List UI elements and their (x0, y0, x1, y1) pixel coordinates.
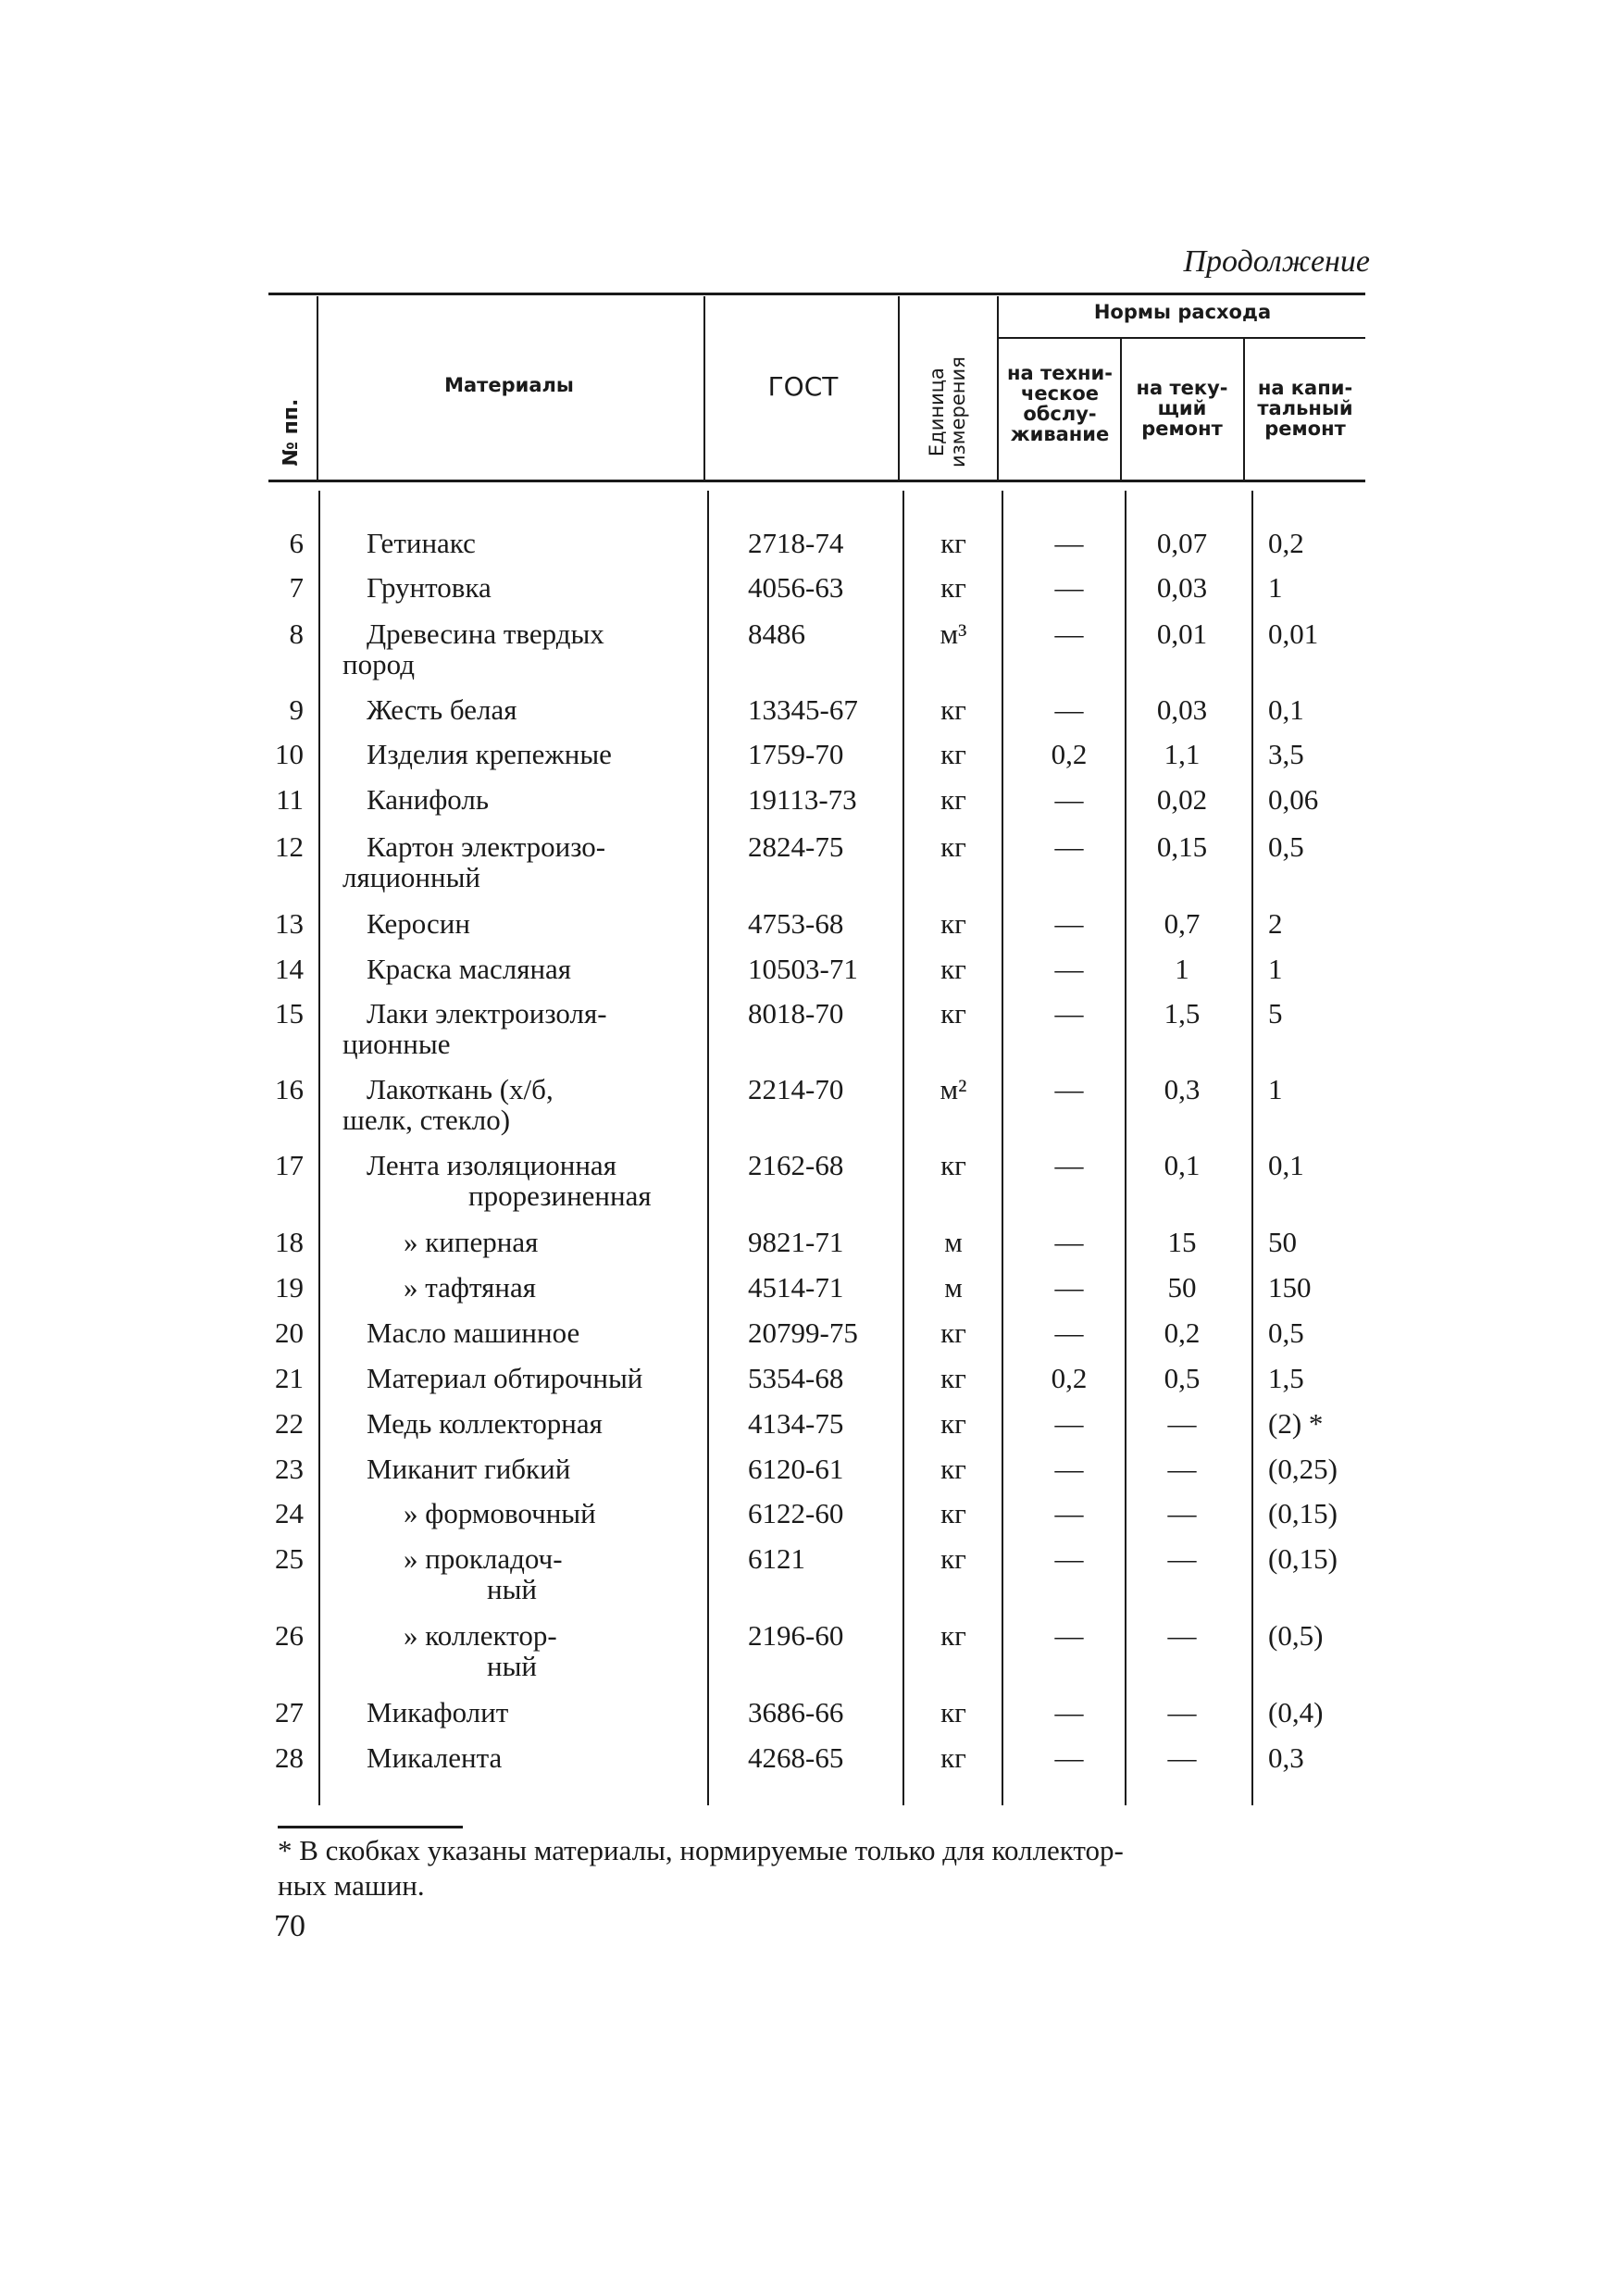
unit-of-measure: кг (940, 783, 966, 816)
current-repair-header: на теку- щий ремонт (1136, 377, 1228, 441)
row-number: 16 (275, 1073, 304, 1105)
norm-capital-repair: 150 (1268, 1271, 1312, 1304)
row-number: 25 (275, 1542, 304, 1575)
material-line: Керосин (367, 907, 470, 940)
norm-capital-repair: 0,06 (1268, 783, 1319, 816)
norm-current-repair: 0,07 (1156, 527, 1208, 559)
unit-of-measure: м (944, 1226, 963, 1258)
norm-capital-repair: (0,25) (1268, 1453, 1338, 1485)
material-line: » коллектор- (404, 1619, 557, 1652)
norm-current-repair: 0,2 (1164, 1316, 1201, 1349)
gost-code: 4268-65 (748, 1741, 844, 1774)
gost-code: 4514-71 (748, 1271, 844, 1304)
gost-code: 6122-60 (748, 1497, 844, 1529)
gost-code: 1759-70 (748, 738, 844, 770)
material-name (342, 997, 709, 1060)
norm-maintenance: — (1054, 997, 1084, 1029)
row-number: 12 (275, 830, 304, 863)
norm-current-repair: 1 (1175, 953, 1189, 985)
norm-maintenance: — (1054, 1453, 1084, 1485)
unit-of-measure: кг (940, 738, 966, 770)
row-number: 21 (275, 1362, 304, 1394)
row-number: 14 (275, 953, 304, 985)
row-number: 13 (275, 907, 304, 940)
header-col-sep-4 (997, 296, 999, 480)
norm-current-repair: 0,1 (1164, 1149, 1201, 1181)
material-name (367, 908, 709, 939)
material-continuation-line: шелк, стекло) (342, 1104, 511, 1136)
norm-current-repair: 0,01 (1156, 618, 1208, 650)
material-line: Лента изоляционная (367, 1149, 616, 1181)
unit-of-measure: кг (940, 1453, 966, 1485)
row-number: 11 (276, 783, 304, 816)
norm-maintenance: 0,2 (1051, 1362, 1088, 1394)
norm-current-repair: 0,02 (1156, 783, 1208, 816)
norm-maintenance: — (1054, 1741, 1084, 1774)
material-continuation-line: прорезиненная (468, 1179, 652, 1212)
norm-current-repair: — (1167, 1542, 1197, 1575)
row-number: 23 (275, 1453, 304, 1485)
gost-code: 2196-60 (748, 1619, 844, 1652)
material-name (342, 830, 709, 893)
norm-capital-repair: 0,1 (1268, 693, 1304, 726)
material-name (367, 954, 709, 984)
gost-code: 2214-70 (748, 1073, 844, 1105)
row-number: 28 (275, 1741, 304, 1774)
material-line: Древесина твердых (367, 618, 604, 650)
material-line: Микалента (367, 1741, 503, 1774)
norm-maintenance: — (1054, 1696, 1084, 1728)
norm-current-repair: 0,5 (1164, 1362, 1201, 1394)
material-name (342, 1073, 709, 1136)
row-number: 15 (275, 997, 304, 1029)
row-number: 7 (289, 571, 304, 604)
body-col-sep-2 (707, 491, 709, 1805)
unit-of-measure: м (944, 1271, 963, 1304)
norm-current-repair: — (1167, 1497, 1197, 1529)
material-line: Жесть белая (367, 693, 517, 726)
material-name (367, 1363, 709, 1393)
norm-capital-repair: (2) * (1268, 1407, 1324, 1440)
page-number: 70 (274, 1909, 305, 1943)
row-number: 19 (275, 1271, 304, 1304)
norm-maintenance: — (1054, 783, 1084, 816)
material-line: Изделия крепежные (367, 738, 612, 770)
gost-code: 4753-68 (748, 907, 844, 940)
norm-current-repair: 50 (1167, 1271, 1197, 1304)
row-number: 20 (275, 1316, 304, 1349)
unit-of-measure: м³ (940, 618, 967, 650)
norm-maintenance: — (1054, 1073, 1084, 1105)
gost-code: 2824-75 (748, 830, 844, 863)
norm-current-repair: 15 (1167, 1226, 1197, 1258)
norm-maintenance: — (1054, 1226, 1084, 1258)
norm-maintenance: 0,2 (1051, 738, 1088, 770)
norm-current-repair: — (1167, 1696, 1197, 1728)
materials-header: Материалы (444, 374, 574, 396)
material-name (367, 528, 709, 558)
unit-of-measure: кг (940, 1362, 966, 1394)
row-number: 9 (289, 693, 304, 726)
norm-maintenance: — (1054, 618, 1084, 650)
material-line: Медь коллекторная (367, 1407, 603, 1440)
row-number: 27 (275, 1696, 304, 1728)
row-number: 8 (289, 618, 304, 650)
unit-of-measure: кг (940, 997, 966, 1029)
table-top-rule (268, 293, 1365, 295)
num-header: № пп. (279, 398, 303, 467)
norm-current-repair: 1,1 (1164, 738, 1201, 770)
norm-capital-repair: 1 (1268, 1073, 1283, 1105)
unit-of-measure: кг (940, 1149, 966, 1181)
unit-of-measure: кг (940, 527, 966, 559)
norm-capital-repair: (0,5) (1268, 1619, 1324, 1652)
material-name (367, 1272, 709, 1303)
unit-of-measure: кг (940, 830, 966, 863)
norm-capital-repair: (0,15) (1268, 1497, 1338, 1529)
norm-capital-repair: 1,5 (1268, 1362, 1304, 1394)
material-name (367, 694, 709, 725)
material-line: Масло машинное (367, 1316, 580, 1349)
gost-code: 2718-74 (748, 527, 844, 559)
norm-capital-repair: 50 (1268, 1226, 1297, 1258)
unit-of-measure: м² (940, 1073, 967, 1105)
norm-capital-repair: 0,01 (1268, 618, 1319, 650)
norm-maintenance: — (1054, 907, 1084, 940)
gost-code: 8018-70 (748, 997, 844, 1029)
norm-capital-repair: 0,1 (1268, 1149, 1304, 1181)
material-name (367, 1697, 709, 1728)
unit-of-measure: кг (940, 1407, 966, 1440)
gost-code: 20799-75 (748, 1316, 858, 1349)
gost-code: 10503-71 (748, 953, 858, 985)
norms-group-header: Нормы расхода (1093, 301, 1272, 323)
material-name (367, 1454, 709, 1484)
material-name (367, 572, 709, 603)
header-col-sep-1 (317, 296, 318, 480)
unit-of-measure: кг (940, 1619, 966, 1652)
gost-code: 19113-73 (748, 783, 857, 816)
norm-maintenance: — (1054, 1316, 1084, 1349)
material-line: » тафтяная (404, 1271, 537, 1304)
gost-code: 13345-67 (748, 693, 858, 726)
norm-maintenance: — (1054, 1542, 1084, 1575)
material-line: Лаки электроизоля- (367, 997, 607, 1029)
row-number: 24 (275, 1497, 304, 1529)
material-line: Грунтовка (367, 571, 492, 604)
norm-capital-repair: 3,5 (1268, 738, 1304, 770)
material-line: Материал обтирочный (367, 1362, 643, 1394)
capital-repair-header: на капи- тальный ремонт (1257, 377, 1353, 441)
norm-maintenance: — (1054, 527, 1084, 559)
norm-maintenance: — (1054, 1619, 1084, 1652)
material-line: Краска масляная (367, 953, 572, 985)
row-number: 22 (275, 1407, 304, 1440)
norm-capital-repair: (0,4) (1268, 1696, 1324, 1728)
row-number: 26 (275, 1619, 304, 1652)
gost-code: 2162-68 (748, 1149, 844, 1181)
header-bottom-rule (268, 480, 1365, 482)
unit-header: Единица измерения (925, 356, 969, 468)
material-continuation-line: ный (487, 1573, 538, 1605)
norm-current-repair: — (1167, 1741, 1197, 1774)
gost-code: 6121 (748, 1542, 805, 1575)
norm-current-repair: — (1167, 1453, 1197, 1485)
norm-maintenance: — (1054, 1271, 1084, 1304)
material-name (367, 1543, 709, 1604)
material-line: » прокладоч- (404, 1542, 563, 1575)
norm-capital-repair: 0,3 (1268, 1741, 1304, 1774)
row-number: 18 (275, 1226, 304, 1258)
body-col-sep-6 (1251, 491, 1253, 1805)
body-col-sep-5 (1125, 491, 1126, 1805)
material-line: Гетинакс (367, 527, 476, 559)
row-number: 10 (275, 738, 304, 770)
gost-code: 5354-68 (748, 1362, 844, 1394)
material-line: Миканит гибкий (367, 1453, 571, 1485)
unit-of-measure: кг (940, 1542, 966, 1575)
unit-of-measure: кг (940, 1497, 966, 1529)
row-number: 17 (275, 1149, 304, 1181)
norm-capital-repair: 0,2 (1268, 527, 1304, 559)
unit-of-measure: кг (940, 1696, 966, 1728)
material-name (367, 1620, 709, 1681)
norm-current-repair: 0,7 (1164, 907, 1201, 940)
norm-current-repair: — (1167, 1619, 1197, 1652)
material-line: Лакоткань (х/б, (367, 1073, 554, 1105)
norm-capital-repair: 0,5 (1268, 830, 1304, 863)
unit-of-measure: кг (940, 571, 966, 604)
material-line: Канифоль (367, 783, 489, 816)
material-name (342, 618, 709, 680)
material-name (367, 1227, 709, 1257)
material-continuation-line: пород (342, 648, 415, 680)
footnote-rule (278, 1826, 463, 1828)
norm-current-repair: 0,15 (1156, 830, 1208, 863)
gost-code: 9821-71 (748, 1226, 844, 1258)
norm-capital-repair: 0,5 (1268, 1316, 1304, 1349)
material-line: Микафолит (367, 1696, 509, 1728)
material-name (367, 1150, 709, 1211)
norm-capital-repair: 5 (1268, 997, 1283, 1029)
material-name (367, 784, 709, 815)
norm-capital-repair: (0,15) (1268, 1542, 1338, 1575)
body-col-sep-1 (318, 491, 320, 1805)
material-continuation-line: ционные (342, 1028, 451, 1060)
maintenance-header: на техни- ческое обслу- живание (1007, 362, 1113, 446)
norm-current-repair: 0,03 (1156, 571, 1208, 604)
material-line: » киперная (404, 1226, 539, 1258)
unit-of-measure: кг (940, 1741, 966, 1774)
body-col-sep-4 (1002, 491, 1003, 1805)
norm-maintenance: — (1054, 1497, 1084, 1529)
norm-current-repair: 0,03 (1156, 693, 1208, 726)
norm-maintenance: — (1054, 571, 1084, 604)
material-continuation-line: ляционный (342, 861, 481, 893)
gost-code: 4056-63 (748, 571, 844, 604)
norm-maintenance: — (1054, 1149, 1084, 1181)
norm-current-repair: 1,5 (1164, 997, 1201, 1029)
body-col-sep-3 (902, 491, 904, 1805)
norm-maintenance: — (1054, 1407, 1084, 1440)
norm-maintenance: — (1054, 693, 1084, 726)
gost-code: 3686-66 (748, 1696, 844, 1728)
material-line: » формовочный (404, 1497, 596, 1529)
continuation-label: Продолжение (1183, 244, 1370, 279)
header-col-sep-3 (898, 296, 900, 480)
norm-capital-repair: 1 (1268, 953, 1283, 985)
material-name (367, 1317, 709, 1348)
unit-of-measure: кг (940, 953, 966, 985)
norm-current-repair: — (1167, 1407, 1197, 1440)
material-name (367, 739, 709, 769)
gost-code: 8486 (748, 618, 805, 650)
gost-code: 6120-61 (748, 1453, 844, 1485)
norm-maintenance: — (1054, 953, 1084, 985)
material-name (367, 1742, 709, 1773)
header-col-sep-2 (703, 296, 705, 480)
material-name (367, 1498, 709, 1529)
footnote: * В скобках указаны материалы, нормируемые только для коллектор- ных машин. (278, 1834, 1124, 1902)
unit-of-measure: кг (940, 693, 966, 726)
gost-code: 4134-75 (748, 1407, 844, 1440)
unit-of-measure: кг (940, 1316, 966, 1349)
norms-group-rule (998, 337, 1365, 339)
material-continuation-line: ный (487, 1650, 538, 1682)
norm-current-repair: 0,3 (1164, 1073, 1201, 1105)
norm-capital-repair: 1 (1268, 571, 1283, 604)
unit-of-measure: кг (940, 907, 966, 940)
norm-capital-repair: 2 (1268, 907, 1283, 940)
gost-header: ГОСТ (767, 371, 839, 402)
norm-maintenance: — (1054, 830, 1084, 863)
material-line: Картон электроизо- (367, 830, 606, 863)
material-name (367, 1408, 709, 1439)
row-number: 6 (289, 527, 304, 559)
